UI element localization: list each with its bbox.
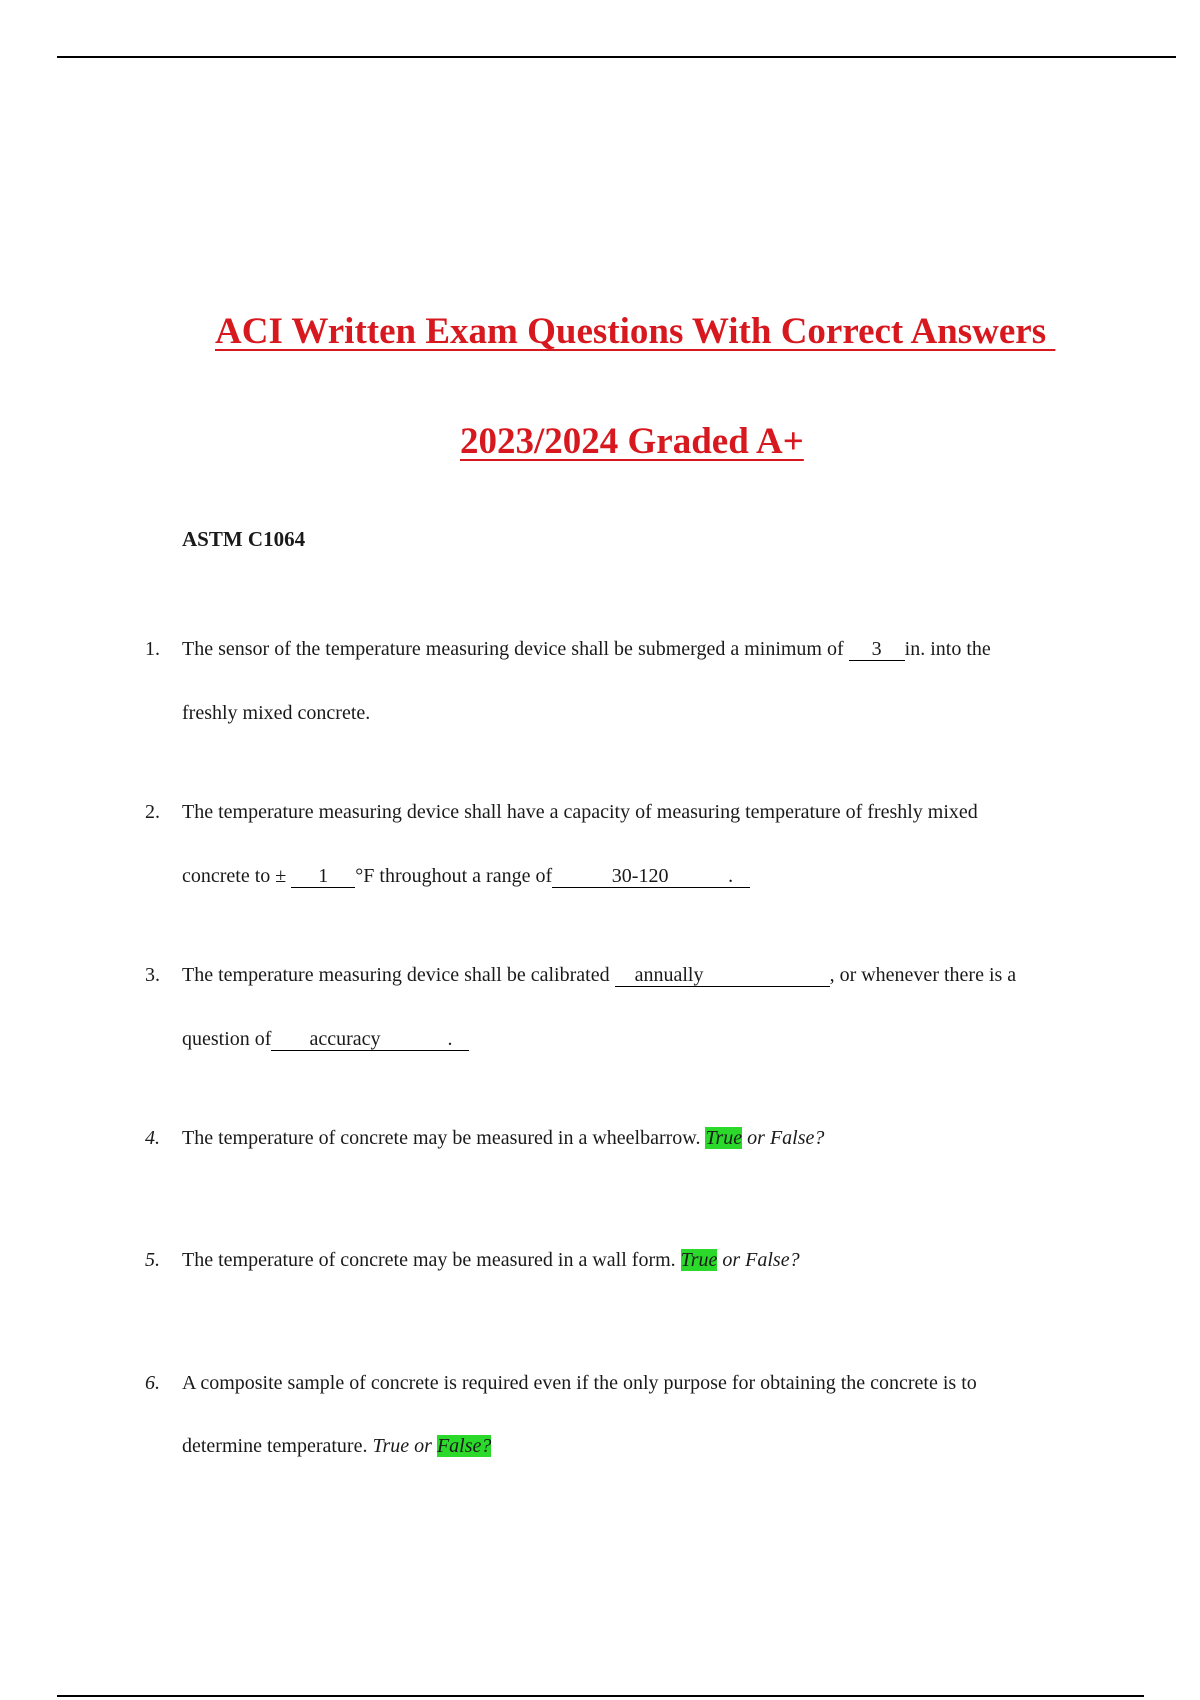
document-title-line-2: 2023/2024 Graded A+ [460, 421, 804, 462]
answer-blank: 3 [849, 638, 905, 661]
question-line [182, 963, 1016, 987]
question-line [182, 1434, 491, 1458]
question-line [182, 1027, 469, 1051]
true-option: True [372, 1435, 410, 1457]
question-number: 2. [145, 801, 160, 823]
answer-blank: 1 [291, 865, 355, 888]
question-number: 6. [145, 1372, 160, 1394]
document-title-line-1: ACI Written Exam Questions With Correct Answers [215, 311, 1056, 352]
question-number: 4. [145, 1127, 160, 1149]
section-heading: ASTM C1064 [182, 527, 306, 551]
answer-blank: 30-120 [552, 865, 728, 888]
false-option: False? [769, 1127, 825, 1149]
or-text: or [742, 1127, 770, 1149]
question-text: , or whenever there is a [829, 964, 1017, 986]
question-line [182, 637, 991, 661]
or-text: or [409, 1435, 437, 1457]
question-line [182, 1248, 800, 1272]
true-option-highlighted: True [680, 1249, 718, 1271]
question-text: determine temperature. [182, 1435, 373, 1457]
question-text: The sensor of the temperature measuring device shall be submerged a minimum of [182, 638, 849, 660]
question-number: 5. [145, 1249, 160, 1271]
question-text: in. into the [904, 638, 991, 660]
question-number: 1. [145, 638, 160, 660]
question-text: question of [182, 1028, 272, 1050]
answer-blank-end: . [728, 865, 750, 888]
answer-blank-end: . [447, 1028, 469, 1051]
question-text: concrete to ± [182, 865, 292, 887]
question-line: freshly mixed concrete. [182, 702, 371, 724]
question-line [182, 1126, 824, 1150]
answer-blank: accuracy [271, 1028, 447, 1051]
question-line [182, 864, 750, 888]
true-option-highlighted: True [705, 1127, 743, 1149]
question-line: The temperature measuring device shall have a capacity of measuring temperature of freshly mixed [182, 801, 978, 823]
question-text: The temperature of concrete may be measured in a wheelbarrow. [182, 1127, 706, 1149]
bottom-rule [57, 1695, 1144, 1697]
top-rule [57, 56, 1176, 58]
question-line: A composite sample of concrete is required even if the only purpose for obtaining the concrete is to [182, 1372, 977, 1394]
or-text: or [717, 1249, 746, 1271]
answer-blank: annually [615, 964, 830, 987]
false-option: False? [745, 1249, 800, 1271]
question-text: The temperature measuring device shall be calibrated [182, 964, 615, 986]
question-text: °F throughout a range of [355, 865, 553, 887]
false-option-highlighted: False? [436, 1435, 492, 1457]
question-number: 3. [145, 964, 160, 986]
question-text: The temperature of concrete may be measured in a wall form. [182, 1249, 681, 1271]
